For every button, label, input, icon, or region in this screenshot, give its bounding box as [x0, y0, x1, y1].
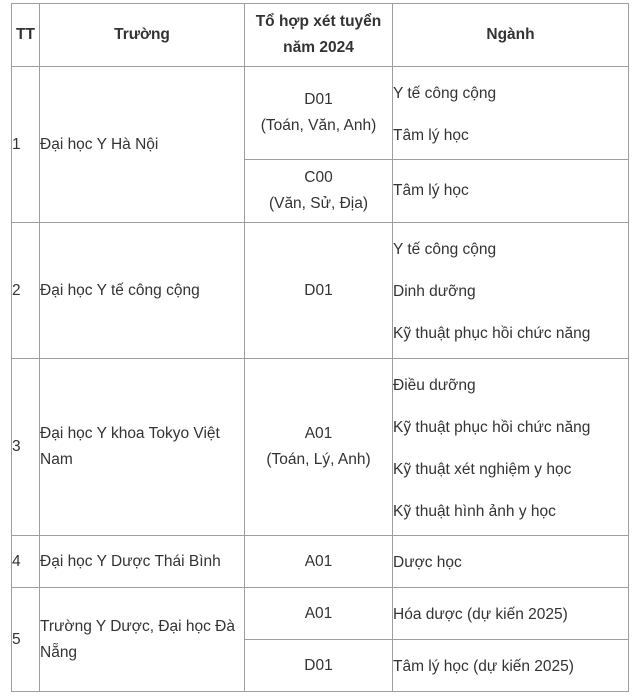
table-row	[12, 588, 629, 640]
combo-cell	[245, 536, 393, 588]
major-item: Kỹ thuật hình ảnh y học	[393, 502, 556, 520]
combo-cell	[245, 160, 393, 223]
table-row	[12, 223, 629, 359]
major-item: Dinh dưỡng	[393, 283, 476, 300]
school-name: Đại học Y tế công cộng	[40, 223, 245, 359]
combo-subjects: (Toán, Lý, Anh)	[266, 451, 371, 468]
major-item: Dược học	[393, 554, 462, 571]
combo-cell	[245, 223, 393, 359]
row-number: 5	[12, 588, 40, 692]
table-row	[12, 536, 629, 588]
majors-cell	[393, 640, 629, 692]
major-item: Kỹ thuật phục hồi chức năng	[393, 418, 591, 436]
major-item: Điều dưỡng	[393, 376, 476, 394]
table-row	[12, 67, 629, 160]
major-item: Tâm lý học	[393, 182, 469, 199]
majors-cell	[393, 359, 629, 536]
row-number: 4	[12, 536, 40, 588]
school-name: Trường Y Dược, Đại học Đà Nẵng	[40, 588, 245, 692]
major-item: Kỹ thuật xét nghiệm y học	[393, 460, 572, 478]
majors-cell	[393, 588, 629, 640]
major-item: Tâm lý học (dự kiến 2025)	[393, 658, 574, 675]
major-item: Tâm lý học	[393, 126, 469, 144]
majors-cell	[393, 223, 629, 359]
combo-cell	[245, 359, 393, 536]
header-majors: Ngành	[393, 4, 629, 67]
major-item: Y tế công cộng	[393, 241, 497, 258]
combo-subjects: (Văn, Sử, Địa)	[268, 195, 369, 212]
combo-code: D01	[304, 281, 333, 299]
school-name: Đại học Y khoa Tokyo Việt Nam	[40, 359, 245, 536]
combo-code: A01	[304, 425, 333, 442]
major-item: Hóa dược (dự kiến 2025)	[393, 606, 568, 623]
header-combo-line2: năm 2024	[283, 39, 354, 56]
combo-code: C00	[304, 169, 333, 186]
header-combo-line1: Tổ hợp xét tuyển	[255, 13, 382, 30]
combo-code: D01	[304, 91, 333, 108]
major-item: Kỹ thuật phục hồi chức năng	[393, 325, 591, 342]
majors-cell	[393, 67, 629, 160]
header-row	[12, 4, 629, 67]
row-number: 3	[12, 359, 40, 536]
majors-cell	[393, 536, 629, 588]
combo-cell	[245, 640, 393, 692]
row-number: 2	[12, 223, 40, 359]
majors-cell	[393, 160, 629, 223]
combo-subjects: (Toán, Văn, Anh)	[260, 117, 377, 134]
header-combo	[245, 4, 393, 67]
admissions-table	[11, 3, 629, 692]
table-row	[12, 359, 629, 536]
school-name: Đại học Y Hà Nội	[40, 67, 245, 223]
combo-cell	[245, 67, 393, 160]
major-item: Y tế công cộng	[393, 84, 497, 102]
header-school: Trường	[40, 4, 245, 67]
school-name: Đại học Y Dược Thái Bình	[40, 536, 245, 588]
combo-code: A01	[304, 604, 333, 622]
row-number: 1	[12, 67, 40, 223]
combo-code: A01	[304, 552, 333, 570]
header-tt: TT	[12, 4, 40, 67]
combo-cell	[245, 588, 393, 640]
combo-code: D01	[304, 656, 333, 674]
